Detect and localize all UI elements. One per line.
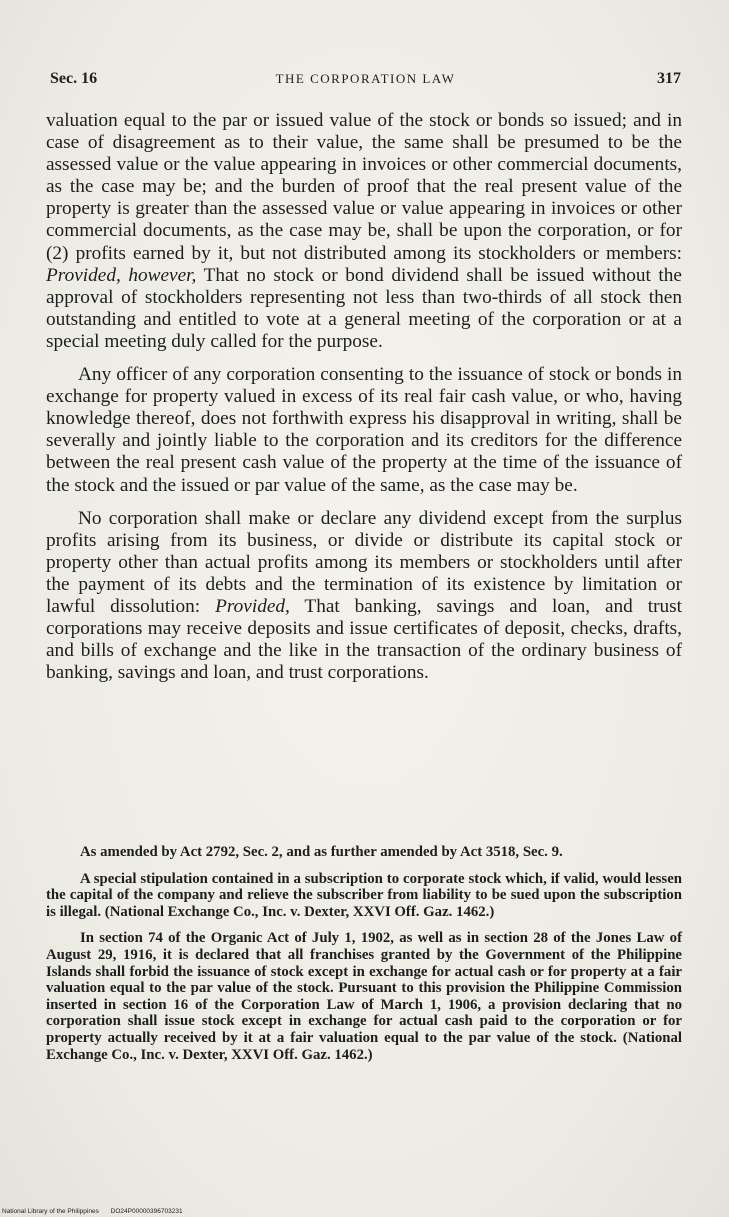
statute-body: [46, 110, 682, 695]
paragraph-2: Any officer of any corporation consenting to the issuance of stock or bonds in exchange for property valued in excess of its real fair cash value, or who, having knowledge thereof, does not forthwith express his disapproval in writing, shall be severally and jointly liable to the corporation and its creditors for the difference between the real present cash value of the property at the time of the issuance of the stock and the issued or par value of the same, as the case may be.: [46, 364, 682, 496]
library-name: National Library of the Philippines: [2, 1208, 99, 1215]
paragraph-3: No corporation shall make or declare any dividend except from the surplus profits arising from its business, or divide or distribute its capital stock or property other than actual profits among its members or stockholders until after the payment of its debts and the termination of its existence by limitation or lawful dissolution: Provided, That banking, savings and loan, and trust corporations may receive deposits and issue certificates of deposit, checks, drafts, and bills of exchange and the like in the transaction of the ordinary business of banking, savings and loan, and trust corporations.: [46, 507, 682, 684]
proviso-emphasis: Provided, however,: [46, 264, 197, 286]
page-header: [50, 70, 681, 92]
note-amendment: As amended by Act 2792, Sec. 2, and as further amended by Act 3518, Sec. 9.: [80, 844, 563, 860]
annotation-notes: [46, 844, 682, 1073]
proviso-emphasis: Provided,: [215, 595, 290, 617]
page-number: 317: [657, 70, 681, 87]
section-label: Sec. 16: [50, 70, 98, 87]
note-stipulation: A special stipulation contained in a subscription to corporate stock which, if valid, would lessen the capital of the company and relieve the subscriber from liability to be sued upon the subscription is illegal. (National Exchange Co., Inc. v. Dexter, XXVI Off. Gaz. 1462.): [46, 870, 682, 920]
running-title: THE CORPORATION LAW: [275, 71, 456, 86]
note-organic-act: In section 74 of the Organic Act of July 1, 1902, as well as in section 28 of the Jones Law of August 29, 1916, it is declared that all franchises granted by the Government of the Philippine Islands shall forbid the issuance of stock except in exchange for actual cash or for property at a fair valuation equal to the par value of the stock. Pursuant to this provision the Philippine Commission inserted in section 16 of the Corporation Law of March 1, 1906, a provision declaring that no corporation shall issue stock except in exchange for actual cash paid to the corporation or for property actually received by it at a fair valuation equal to the par value of the stock. (National Exchange Co., Inc. v. Dexter, XXVI Off. Gaz. 1462.): [46, 930, 682, 1063]
scan-footer: [2, 1208, 193, 1215]
scan-id: DO24P00000396703231: [110, 1208, 183, 1215]
paragraph-1: valuation equal to the par or issued value of the stock or bonds so issued; and in case of disagreement as to their value, the same shall be presumed to be the assessed value or the value appearing in invoices or other commercial documents, as the case may be; and the burden of proof that the real present value of the property is greater than the assessed value or value appearing in invoices or other commercial documents, as the case may be, shall be upon the corporation, or for (2) profits earned by it, but not distributed among its stockholders or members: Provided, however, That no stock or bond dividend shall be issued without the approval of stockholders representing not less than two-thirds of all stock then outstanding and entitled to vote at a general meeting of the corporation or at a special meeting duly called for the purpose.: [46, 110, 682, 352]
